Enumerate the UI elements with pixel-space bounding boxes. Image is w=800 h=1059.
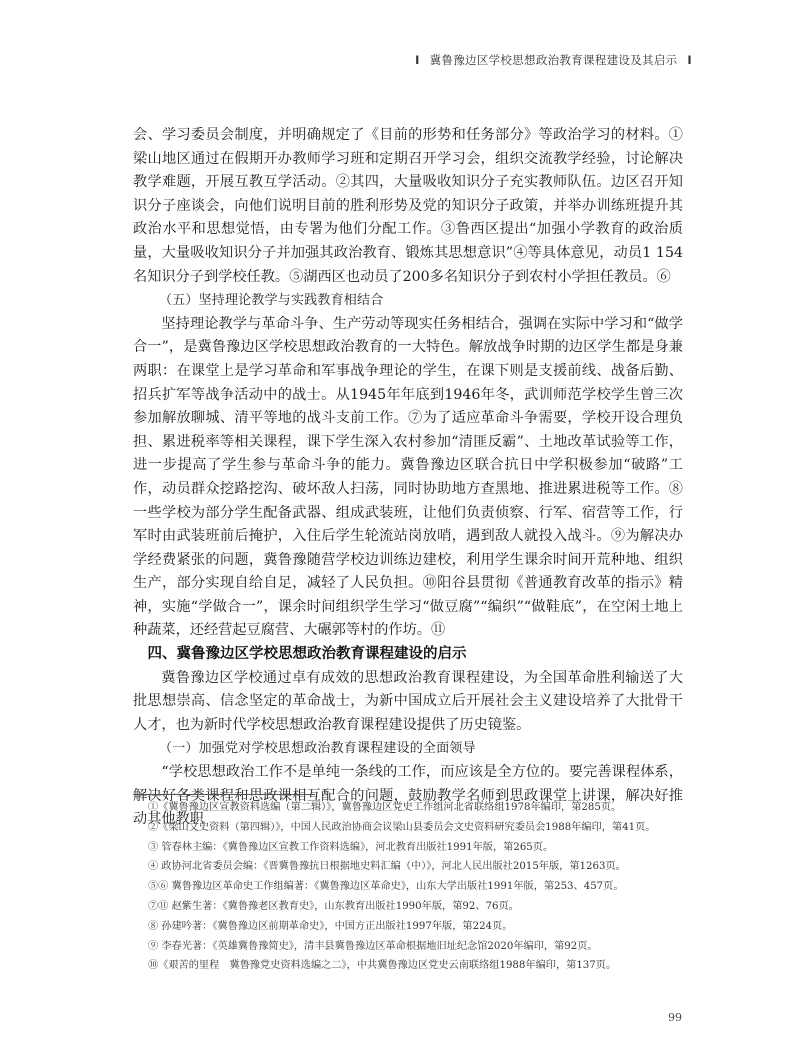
page-number: 99	[668, 1011, 682, 1024]
header-bar-right: I	[687, 53, 692, 67]
footnote-1: ①《冀鲁豫边区宣教资料选编（第二辑）》，冀鲁豫边区党史工作组河北省联络组1978年编印，第285页。	[148, 802, 622, 813]
running-header-title: 冀鲁豫边区学校思想政治教育课程建设及其启示	[429, 53, 678, 67]
section-heading-4: 四、冀鲁豫边区学校思想政治教育课程建设的启示	[147, 646, 467, 663]
paragraph-1: 会、学习委员会制度，并明确规定了《目前的形势和任务部分》等政治学习的材料。①梁山地区通过在假期开办教师学习班和定期召开学习会，组织交流教学经验，讨论解决教学难题，开展互教互学活动。②其四，大量吸收知识分子充实教师队伍。边区召开知识分子座谈会，向他们说明目前的胜利形势及党的知识分子政策，并举办训练班提升其政治水平和思想觉悟，由专署为他们分配工作。③鲁西区提出“加强小学教育的政治质量，大量吸收知识分子并加强其政治教育、锻炼其思想意识”④等具体意见，动员1 154名知识分子到学校任教。⑤湖西区也动员了200多名知识分子到农村小学担任教员。⑥	[133, 127, 683, 285]
body-text	[133, 124, 683, 832]
footnote-3: ③ 管春林主编：《冀鲁豫边区宣教工作资料选编》，河北教育出版社1991年版，第265页。	[148, 841, 554, 853]
paragraph-3: 冀鲁豫边区学校通过卓有成效的思想政治教育课程建设，为全国革命胜利输送了大批思想崇高、信念坚定的革命战士，为新中国成立后开展社会主义建设培养了大批骨干人才，也为新时代学校思想政治教育课程建设提供了历史镜鉴。	[133, 669, 683, 733]
running-header	[411, 52, 696, 68]
footnote-10: ⑩《艰苦的里程 冀鲁豫党史资料选编之二》，中共冀鲁豫边区党史云南联络组1988年编印，第137页。	[148, 960, 617, 972]
footnote-4: ④ 政协河北省委员会编：《晋冀鲁豫抗日根据地史料汇编（中）》，河北人民出版社2015年版，第1263页。	[148, 861, 626, 873]
footnote-9: ⑨ 李春光著：《英雄冀鲁豫简史》，清丰县冀鲁豫边区革命根据地旧址纪念馆2020年编印，第92页。	[148, 940, 598, 952]
footnote-5-6: ⑤⑥ 冀鲁豫边区革命史工作组编著：《冀鲁豫边区革命史》，山东大学出版社1991年版，第253、457页。	[148, 881, 624, 893]
footnotes	[148, 798, 688, 976]
subheading-1: （一）加强党对学校思想政治教育课程建设的全面领导	[159, 741, 476, 757]
footnote-8: ⑧ 孙建吟著：《冀鲁豫边区前期革命史》，中国方正出版社1997年版，第224页。	[148, 920, 513, 932]
footnote-rule	[133, 794, 315, 795]
footnote-2: ②《梁山文史资料（第四辑）》，中国人民政治协商会议梁山县委员会文史资料研究委员会1988年编印，第41页。	[148, 821, 656, 833]
paragraph-2: 坚持理论教学与革命斗争、生产劳动等现实任务相结合，强调在实际中学习和“做学合一”，是冀鲁豫边区学校思想政治教育的一大特色。解放战争时期的边区学生都是身兼两职：在课堂上是学习革命和军事战争理论的学生，在课下则是支援前线、战备后勤、招兵扩军等战争活动中的战士。从1945年年底到1946年冬，武训师范学校学生曾三次参加解放聊城、清平等地的战斗支前工作。⑦为了适应革命斗争需要，学校开设合理负担、累进税率等相关课程，课下学生深入农村参加“清匪反霸”、土地改革试验等工作，进一步提高了学生参与革命斗争的能力。冀鲁豫边区联合抗日中学积极参加“破路”工作，动员群众挖路挖沟、破坏敌人扫荡，同时协助地方查黑地、推进累进税等工作。⑧一些学校为部分学生配备武器、组成武装班，让他们负责侦察、行军、宿营等工作，行军时由武装班前后掩护，入住后学生轮流站岗放哨，遇到敌人就投入战斗。⑨为解决办学经费紧张的问题，冀鲁豫随营学校边训练边建校，利用学生课余时间开荒种地、组织生产，部分实现自给自足，减轻了人民负担。⑩阳谷县贯彻《普通教育改革的指示》精神，实施“学做合一”，课余时间组织学生学习“做豆腐”“编织”“做鞋底”，在空闲土地上种蔬菜，还经营起豆腐营、大碾郭等村的作坊。⑪	[133, 315, 683, 639]
paragraph-4: “学校思想政治工作不是单纯一条线的工作，而应该是全方位的。要完善课程体系，解决好各类课程和思政课相互配合的问题，鼓励教学名师到思政课堂上讲课，解决好推动其他教职	[133, 764, 683, 828]
footnote-7-11: ⑦⑪ 赵紫生著：《冀鲁豫老区教育史》，山东教育出版社1990年版，第92、76页。	[148, 900, 519, 912]
subheading-5: （五）坚持理论教学与实践教育相结合	[159, 293, 384, 309]
header-bar-left: I	[415, 53, 420, 67]
